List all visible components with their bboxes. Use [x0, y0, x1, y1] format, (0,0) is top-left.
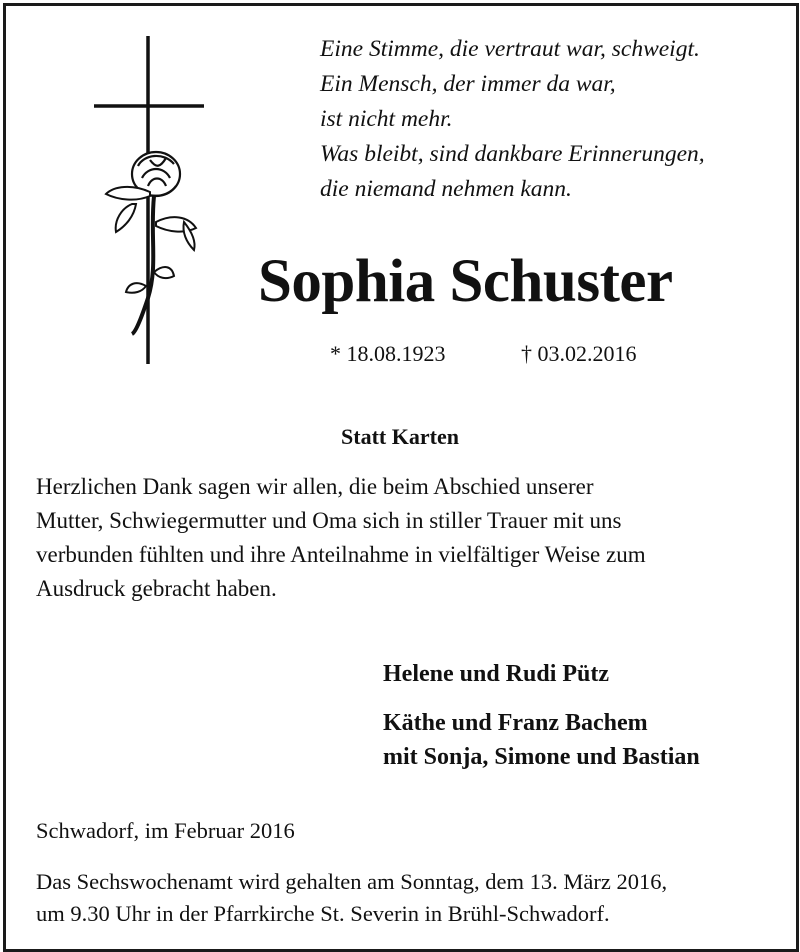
- place-and-date: Schwadorf, im Februar 2016: [36, 818, 295, 843]
- notice-line: Das Sechswochenamt wird gehalten am Sonntag, dem 13. März 2016,: [36, 869, 668, 894]
- section-heading: Statt Karten: [341, 424, 459, 449]
- memorial-poem: [320, 32, 780, 207]
- signer-kaethe-franz: Käthe und Franz Bachem: [383, 710, 648, 736]
- cross-with-rose-icon: [92, 36, 210, 366]
- poem-line: Eine Stimme, die vertraut war, schweigt.: [320, 36, 700, 62]
- death-date: † 03.02.2016: [521, 341, 637, 366]
- thanks-paragraph: [36, 470, 776, 606]
- thanks-line: Ausdruck gebracht haben.: [36, 576, 277, 601]
- mass-notice: [36, 866, 776, 930]
- thanks-line: verbunden fühlten und ihre Anteilnahme in vielfältiger Weise zum: [36, 542, 646, 567]
- deceased-name: Sophia Schuster: [258, 248, 673, 315]
- poem-line: ist nicht mehr.: [320, 106, 453, 132]
- birth-date: * 18.08.1923: [330, 341, 446, 366]
- thanks-line: Mutter, Schwiegermutter und Oma sich in stiller Trauer mit uns: [36, 508, 622, 533]
- poem-line: die niemand nehmen kann.: [320, 176, 572, 202]
- signer-children: mit Sonja, Simone und Bastian: [383, 744, 700, 770]
- signer-helene-rudi: Helene und Rudi Pütz: [383, 661, 610, 687]
- poem-line: Ein Mensch, der immer da war,: [320, 71, 616, 97]
- notice-line: um 9.30 Uhr in der Pfarrkirche St. Severin in Brühl-Schwadorf.: [36, 901, 610, 926]
- thanks-line: Herzlichen Dank sagen wir allen, die beim Abschied unserer: [36, 474, 594, 499]
- poem-line: Was bleibt, sind dankbare Erinnerungen,: [320, 141, 705, 167]
